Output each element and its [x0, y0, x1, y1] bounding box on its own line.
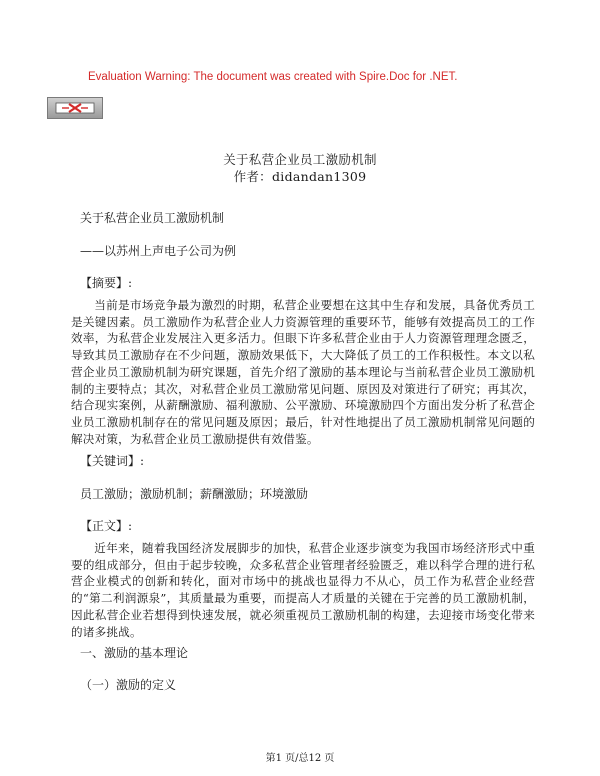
abstract-paragraph: 当前是市场竞争最为激烈的时期，私营企业要想在这其中生存和发展，具备优秀员工是关键因素。员工激励作为私营企业人力资源管理的重要环节，能够有效提高员工的工作效率，为私营企业发展注入更多活力。但眼下许多私营企业由于人力资源管理理念匮乏，导致其员工激励存在不少问题，激励效果低下，大大降低了员工的工作积极性。本文以私营企业员工激励机制为研究课题，首先介绍了激励的基本理论与当前私营企业员工激励机制的主要特点；其次，对私营企业员工激励常见问题、原因及对策进行了研究；再其次，结合现实案例，从薪酬激励、福利激励、公平激励、环境激励四个方面出发分析了私营企业员工激励机制存在的常见问题及原因；最后，针对性地提出了员工激励机制常见问题的解决对策，为私营企业员工激励提供有效借鉴。	[71, 298, 535, 446]
abstract-label: 【摘要】:	[80, 276, 133, 290]
keywords-label: 【关键词】:	[80, 454, 145, 468]
document-author: 作者：didandan1309	[233, 169, 367, 184]
section-heading-1: 一、激励的基本理论	[80, 646, 189, 660]
document-title: 关于私营企业员工激励机制	[223, 152, 377, 167]
keywords-text: 员工激励；激励机制；薪酬激励；环境激励	[80, 487, 309, 501]
article-heading: 关于私营企业员工激励机制	[80, 211, 225, 225]
logo-x-icon	[48, 98, 102, 118]
body-label: 【正文】:	[80, 519, 133, 533]
evaluation-warning: Evaluation Warning: The document was created with Spire.Doc for .NET.	[88, 71, 458, 83]
page-footer: 第1 页/总12 页	[265, 753, 335, 764]
body-paragraph: 近年来，随着我国经济发展脚步的加快，私营企业逐步演变为我国市场经济形式中重要的组成部分，但由于起步较晚，众多私营企业管理者经验匮乏，难以科学合理的进行私营企业模式的创新和转化，面对市场中的挑战也显得力不从心，员工作为私营企业经营的“第二利润源泉”，其质量最为重要，而提高人才质量的关键在于完善的员工激励机制，因此私营企业若想得到快速发展，就必须重视员工激励机制的构建，去迎接市场变化带来的诸多挑战。	[71, 541, 535, 639]
spire-doc-logo	[47, 97, 103, 119]
section-heading-1-1: （一）激励的定义	[80, 678, 177, 692]
article-subtitle: ——以苏州上声电子公司为例	[80, 244, 237, 258]
